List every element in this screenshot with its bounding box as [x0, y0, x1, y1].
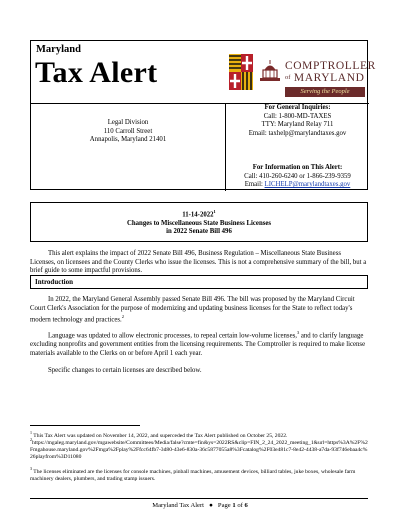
legal-line-1: Legal Division: [107, 119, 149, 126]
alert-title-box: [30, 202, 368, 242]
dome-icon: [257, 58, 283, 88]
logo-tagline: Serving the People: [285, 87, 365, 97]
alert-info-email-line: [226, 181, 369, 190]
footer-of: of: [235, 502, 245, 509]
footnote-ref-1[interactable]: 1: [213, 209, 216, 214]
legal-line-2: 110 Carroll Street: [103, 127, 153, 135]
footnote-1-number: 1: [30, 430, 32, 435]
intro-p2-text-a: Language was updated to allow electronic processes, to repeal certain low-volume licenses,: [48, 332, 297, 340]
footnote-ref-3[interactable]: 3: [296, 330, 300, 335]
inquiries-tty: TTY: Maryland Relay 711: [261, 121, 334, 129]
legal-division-address: [31, 119, 225, 145]
intro-paragraph-3: Specific changes to certain licenses are described below.: [48, 367, 202, 374]
logo-of-text: of: [285, 74, 291, 81]
footnote-3: [30, 465, 368, 483]
alert-info-call: Call: 410-260-6240 or 1-866-239-9359: [244, 172, 351, 180]
inquiries-call: Call: 1-800-MD-TAXES: [263, 112, 332, 120]
logo-maryland-text: [285, 72, 365, 84]
footnote-separator: [30, 425, 140, 426]
alert-info-email-link[interactable]: LICHELP@marylandtaxes.gov: [264, 181, 351, 189]
intro-p1-text: In 2022, the Maryland General Assembly passed Senate Bill 496. The bill was proposed by the Maryland Circuit Court Clerk's Association for the purpose of modernizing and updating business licenses for the State to reflect today's modern technology and practices.: [30, 296, 355, 324]
legal-line-3: Annapolis, Maryland 21401: [89, 136, 167, 144]
footnote-2-link[interactable]: https://mgaleg.maryland.gov/mgawebsite/Committees/Media/false?cmte=fin&ys=2022RS&clip=FIN_2_24_2022_meeting_1&url=https%3A%2F%2Fmgahouse.maryland.gov%2Fmga%2Fplay%2Ffcc64fb7-3d80-43e6-830a-36c5877055a8%3Fcatalog%2F03e481c7-8e42-4438-a7da-93f746ebaa4c%26playfrom%3D11080: [30, 439, 368, 460]
footer-rule: [30, 498, 368, 499]
title-area: [31, 41, 225, 103]
alert-date: 11-14-2022: [182, 211, 214, 219]
alert-date-line: [31, 208, 367, 220]
intro-paragraph: This alert explains the impact of 2022 Senate Bill 496, Business Regulation – Miscellaneous State Business Licenses, on licensees and the County Clerks who issue the licenses. This is not a comprehensive summary of the bill, but a brief guide to some impactful provisions.: [30, 250, 367, 275]
inquiries-email: Email: taxhelp@marylandtaxes.gov: [248, 129, 347, 137]
alert-info-heading: For Information on This Alert:: [252, 164, 343, 171]
maryland-flag-icon: [229, 54, 253, 90]
footnote-2-number: 2: [30, 437, 32, 442]
intro-p2-text-b: and to clarify language excluding nonprofits and government entities from the licensing requirements. The Comptroller is required to make license materials available to the Clerks on or before April 1 each year.: [30, 332, 366, 357]
footer-page-total: 6: [244, 502, 248, 509]
page-footer: [0, 502, 400, 509]
footer-title: Maryland Tax Alert: [152, 502, 205, 509]
intro-paragraph-1: [30, 296, 368, 325]
footer-bullet-icon: ●: [208, 502, 213, 509]
page-title: Tax Alert: [35, 56, 158, 89]
footnote-3-text: The licenses eliminated are the licenses for console machines, pinball machines, amusement devices, billiard tables, juke boxes, wholesale farm machinery dealers, plumbers, and trading stamp issuers.: [30, 468, 356, 482]
intro-paragraph-2: [30, 329, 368, 358]
footnote-ref-2[interactable]: 2: [121, 314, 124, 320]
general-inquiries: [226, 104, 369, 138]
footnote-1-text: This Tax Alert was updated on November 14, 2022, and superceded the Tax Alert published on October 25, 2022.: [32, 432, 288, 439]
comptroller-logo: [227, 44, 376, 100]
alert-subject-line-1: Changes to Miscellaneous State Business Licenses: [126, 219, 272, 227]
alert-info-email-label: Email:: [244, 181, 265, 189]
footnote-2: [30, 436, 368, 461]
state-label: Maryland: [36, 44, 81, 55]
footer-page-number: 1: [232, 502, 236, 509]
inquiries-heading: For General Inquiries:: [264, 104, 331, 111]
logo-comptroller-text: COMPTROLLER: [285, 60, 376, 72]
footnote-3-number: 3: [30, 466, 32, 471]
section-heading-introduction: Introduction: [30, 275, 368, 289]
logo-state-text: MARYLAND: [293, 72, 365, 84]
alert-subject-line-2: in 2022 Senate Bill 496: [166, 228, 232, 236]
header-box: [30, 40, 376, 190]
footer-page-label: Page: [217, 502, 233, 509]
alert-information: [226, 164, 369, 190]
